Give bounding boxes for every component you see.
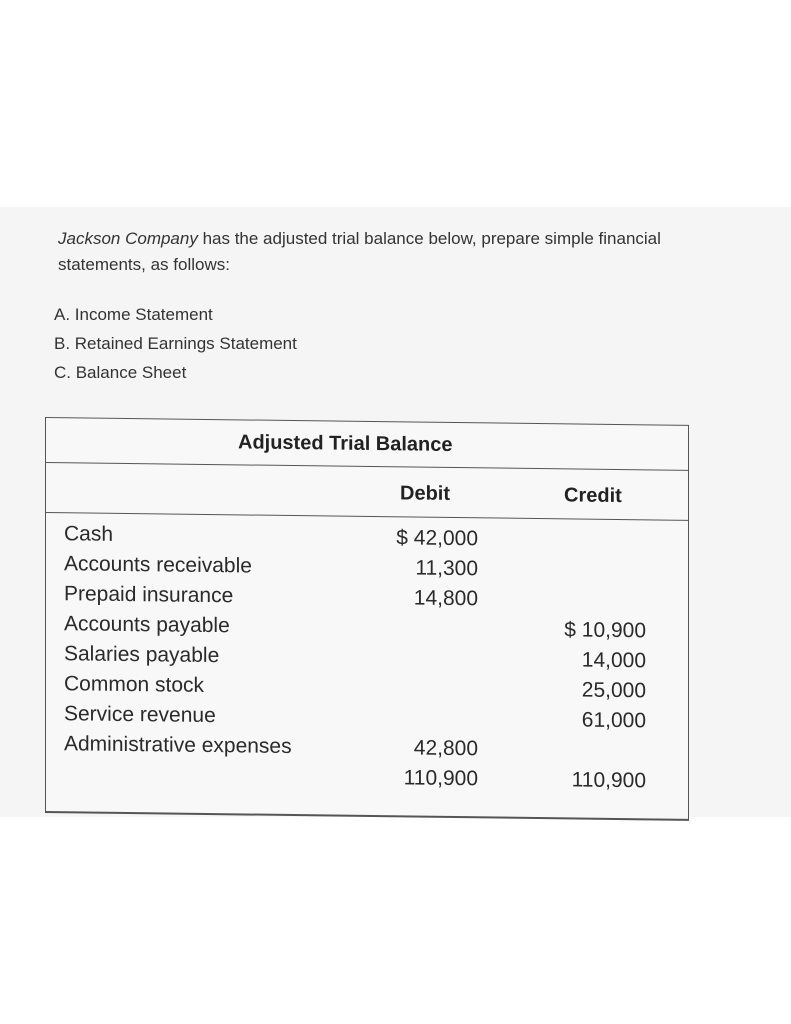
- credit-value: 61,000: [581, 708, 646, 733]
- company-name: Jackson Company: [58, 229, 198, 248]
- account-name: Accounts payable: [64, 612, 230, 638]
- task-list: [54, 300, 297, 387]
- account-name: Administrative expenses: [64, 732, 292, 759]
- total-debit: 110,900: [403, 766, 478, 791]
- credit-header: Credit: [564, 484, 622, 508]
- credit-value: 14,000: [581, 648, 646, 673]
- trial-balance-table: [45, 417, 689, 821]
- account-name: Salaries payable: [64, 642, 220, 668]
- credit-value: $ 10,900: [564, 618, 646, 643]
- table-body: [46, 522, 688, 800]
- account-name: Cash: [64, 522, 114, 546]
- debit-header: Debit: [400, 482, 450, 505]
- table-header-row: [46, 462, 688, 521]
- account-name: Accounts receivable: [64, 552, 252, 578]
- task-item: C. Balance Sheet: [54, 363, 187, 382]
- account-name: Service revenue: [64, 702, 216, 728]
- debit-value: 11,300: [415, 556, 478, 581]
- debit-value: 14,800: [413, 586, 478, 611]
- task-item: A. Income Statement: [54, 305, 213, 324]
- table-title: Adjusted Trial Balance: [238, 431, 453, 456]
- totals-row: [46, 762, 688, 800]
- total-credit: 110,900: [571, 768, 646, 793]
- prompt-text: has the adjusted trial balance below, prepare simple financial statements, as follows:: [58, 229, 661, 274]
- account-name: Common stock: [64, 672, 205, 697]
- debit-value: $ 42,000: [396, 526, 478, 551]
- credit-value: 25,000: [581, 678, 646, 703]
- problem-prompt: [58, 226, 738, 278]
- task-item: B. Retained Earnings Statement: [54, 334, 297, 353]
- debit-value: 42,800: [413, 736, 478, 761]
- account-name: Prepaid insurance: [64, 582, 234, 608]
